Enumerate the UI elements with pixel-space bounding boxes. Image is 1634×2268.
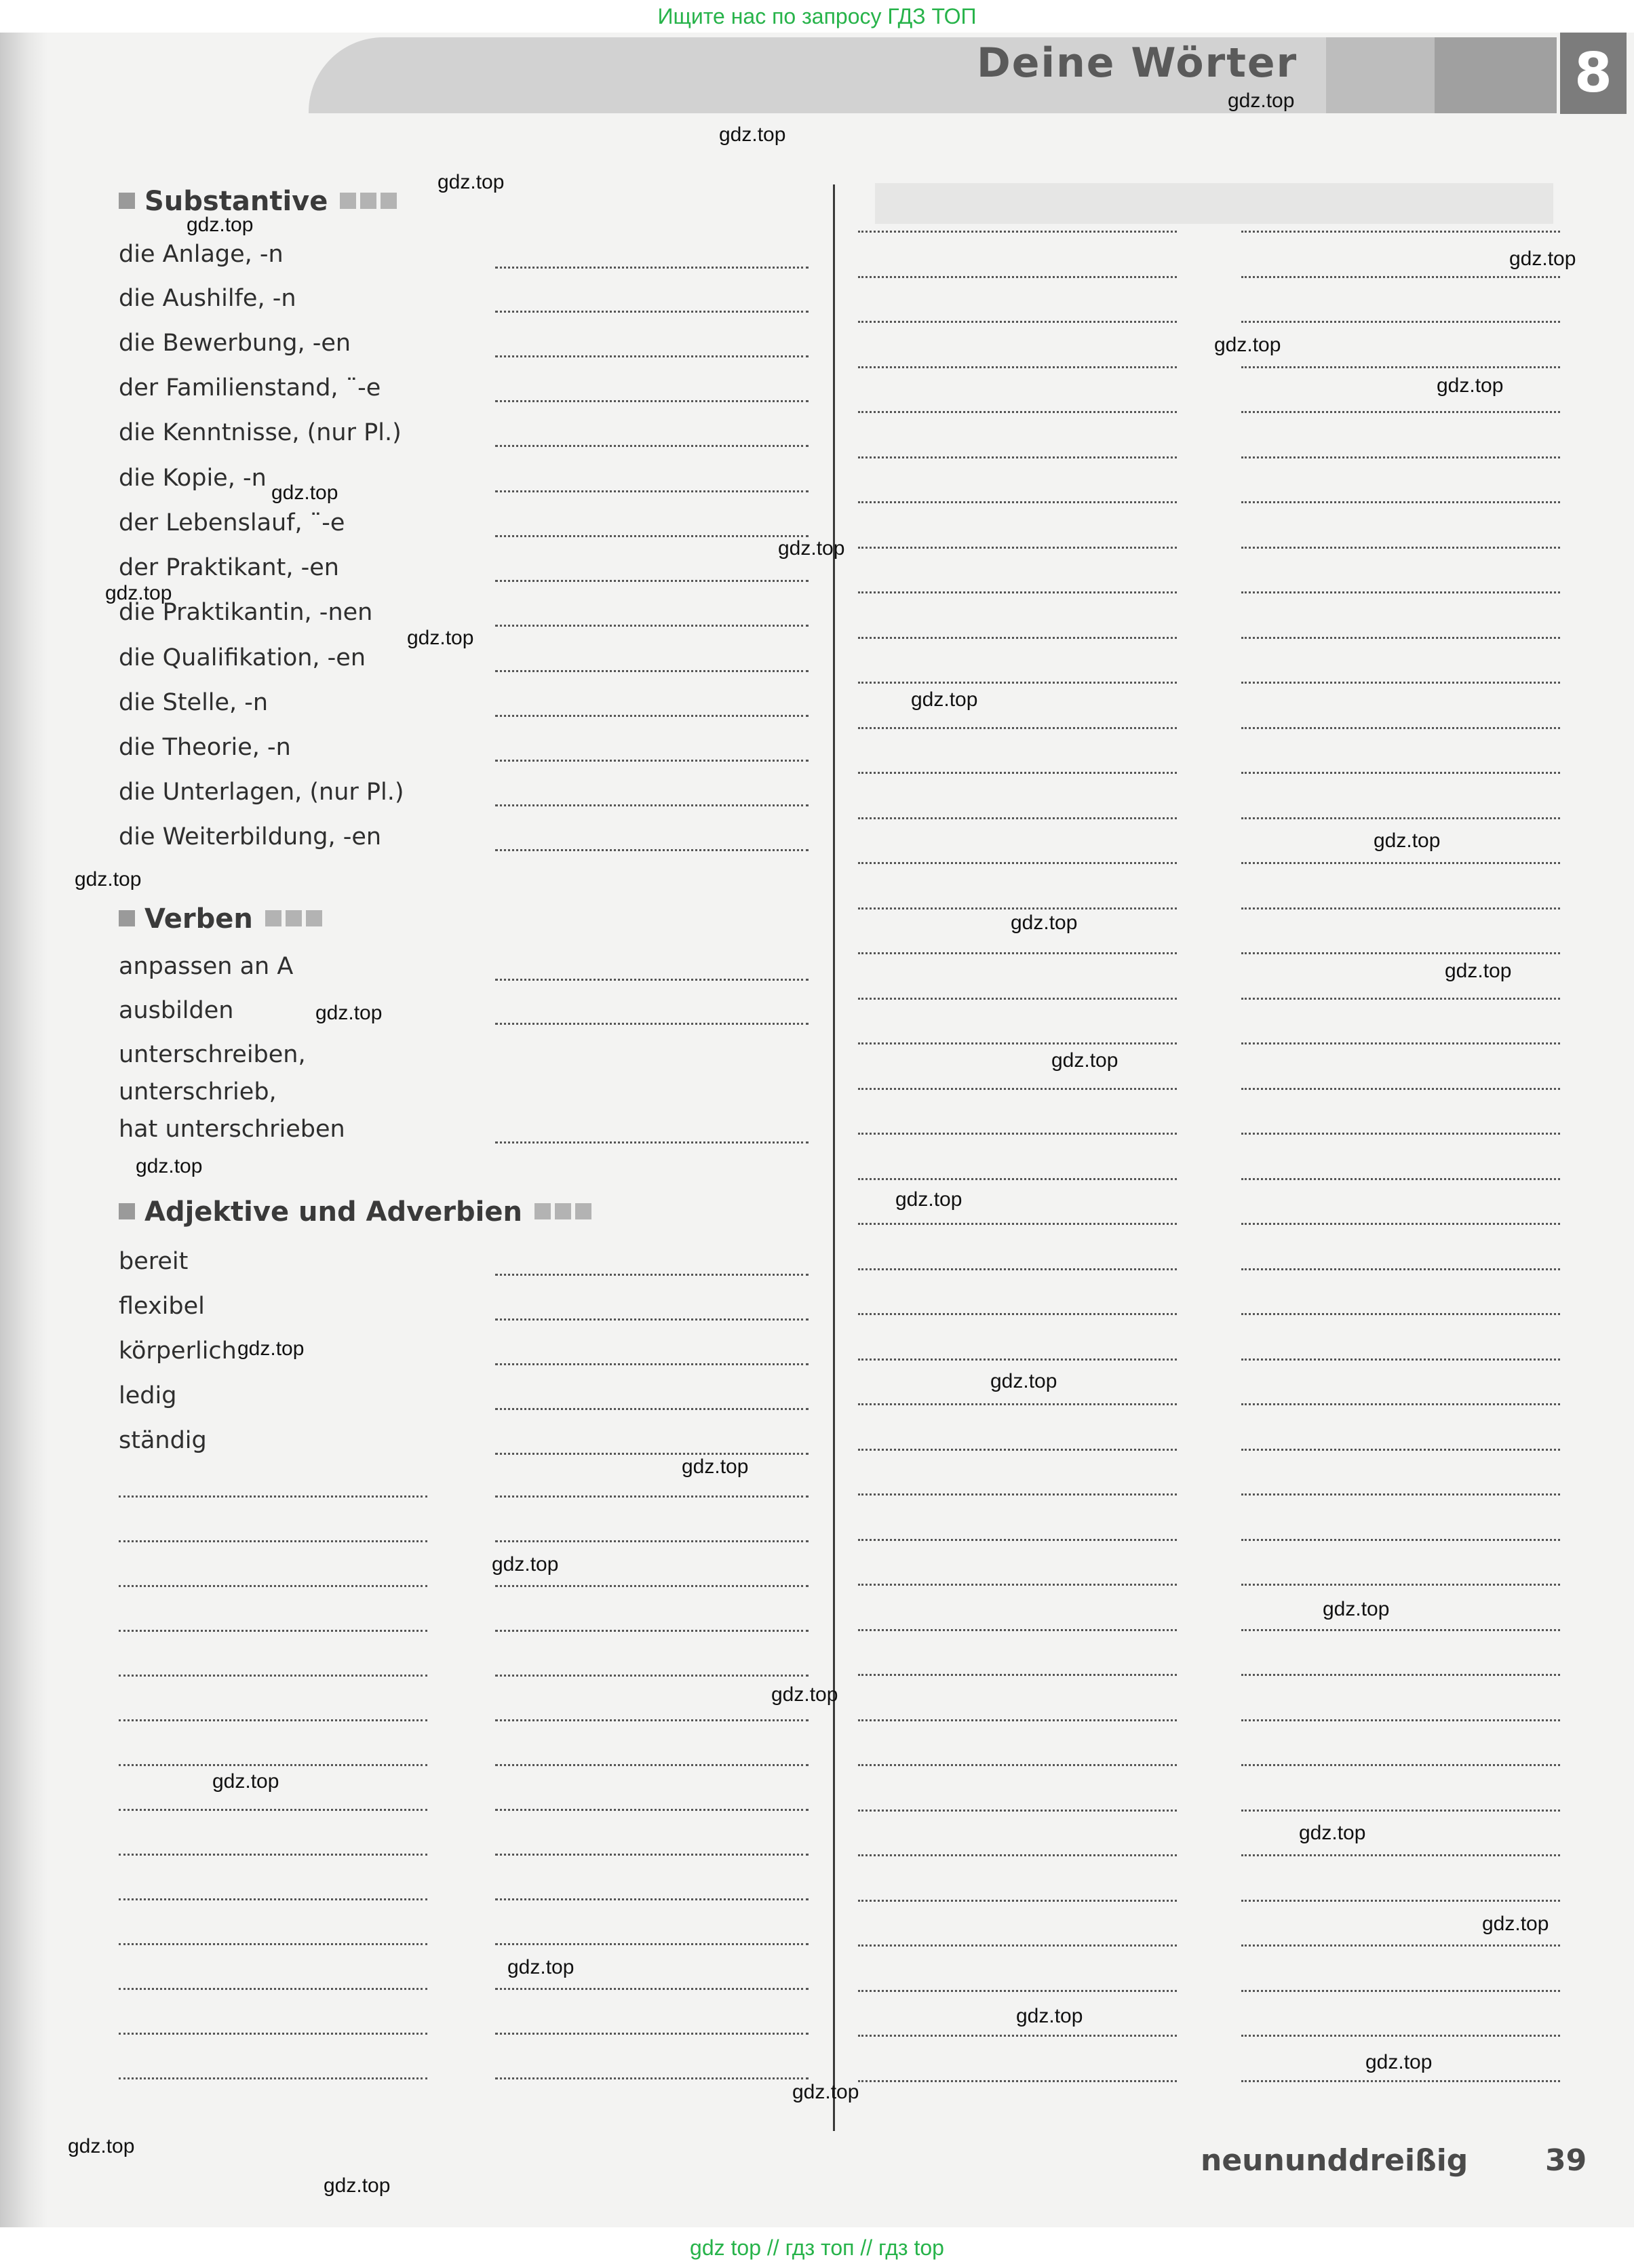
answer-line[interactable]	[495, 1988, 809, 1990]
answer-line[interactable]	[1241, 2035, 1560, 2037]
answer-line[interactable]	[495, 1585, 809, 1587]
answer-line[interactable]	[1241, 1584, 1560, 1586]
answer-line[interactable]	[858, 547, 1177, 549]
watermark-text: gdz.top	[792, 2081, 859, 2103]
adjective-entry: ledig	[119, 1382, 177, 1409]
substantive-entry: die Weiterbildung, -en	[119, 823, 382, 850]
answer-line[interactable]	[119, 1898, 427, 1900]
verb-entry: ausbilden	[119, 997, 234, 1024]
bleed-through-ghost	[875, 183, 1553, 224]
answer-line[interactable]	[1241, 1900, 1560, 1902]
answer-line[interactable]	[1241, 952, 1560, 954]
watermark-text: gdz.top	[237, 1337, 305, 1360]
answer-line[interactable]	[858, 1313, 1177, 1315]
answer-line[interactable]	[495, 1274, 809, 1276]
answer-line[interactable]	[495, 1023, 809, 1025]
answer-line[interactable]	[1241, 1223, 1560, 1225]
answer-line[interactable]	[858, 1854, 1177, 1856]
answer-line[interactable]	[858, 321, 1177, 323]
squares-decoration-icon	[534, 1195, 596, 1226]
answer-line[interactable]	[858, 1719, 1177, 1721]
watermark-text: gdz.top	[1323, 1598, 1390, 1620]
answer-line[interactable]	[858, 1764, 1177, 1766]
answer-line[interactable]	[495, 849, 809, 851]
watermark-text: gdz.top	[1011, 912, 1078, 934]
answer-line[interactable]	[495, 2033, 809, 2035]
answer-line[interactable]	[1241, 501, 1560, 503]
watermark-text: gdz.top	[778, 537, 845, 560]
header-bar-mid-block	[1326, 37, 1435, 113]
watermark-text: gdz.top	[407, 627, 474, 649]
answer-line[interactable]	[1241, 547, 1560, 549]
adjective-entry: flexibel	[119, 1293, 205, 1320]
watermark-text: gdz.top	[1016, 2005, 1083, 2027]
answer-line[interactable]	[495, 580, 809, 582]
answer-line[interactable]	[1241, 1810, 1560, 1812]
watermark-text: gdz.top	[212, 1770, 279, 1793]
answer-line[interactable]	[858, 682, 1177, 684]
answer-line[interactable]	[1241, 1042, 1560, 1044]
bullet-square-icon	[119, 193, 135, 209]
answer-line[interactable]	[858, 1629, 1177, 1631]
header-bar	[309, 37, 1557, 113]
answer-line[interactable]	[119, 1585, 427, 1587]
watermark-text: gdz.top	[1445, 960, 1512, 982]
watermark-text: gdz.top	[1051, 1049, 1118, 1072]
squares-decoration-icon	[340, 184, 401, 216]
answer-line[interactable]	[1241, 276, 1560, 278]
answer-line[interactable]	[495, 1943, 809, 1945]
answer-line[interactable]	[858, 1223, 1177, 1225]
answer-line[interactable]	[1241, 1313, 1560, 1315]
answer-line[interactable]	[495, 355, 809, 357]
answer-line[interactable]	[495, 1495, 809, 1498]
answer-line[interactable]	[119, 1675, 427, 1677]
answer-line[interactable]	[495, 311, 809, 313]
answer-line[interactable]	[858, 1178, 1177, 1180]
answer-line[interactable]	[858, 907, 1177, 910]
page-number-word: neununddreißig	[1201, 2143, 1468, 2178]
answer-line[interactable]	[119, 1809, 427, 1811]
substantive-entry: die Qualifikation, -en	[119, 644, 366, 671]
answer-line[interactable]	[1241, 727, 1560, 729]
answer-line[interactable]	[858, 1268, 1177, 1270]
answer-line[interactable]	[858, 1403, 1177, 1405]
verb-entry: unterschrieb,	[119, 1078, 277, 1106]
watermark-text: gdz.top	[1482, 1913, 1549, 1935]
answer-line[interactable]	[858, 1539, 1177, 1541]
section-title: Substantive	[144, 186, 328, 217]
verb-entry: hat unterschrieben	[119, 1116, 345, 1143]
answer-line[interactable]	[1241, 1990, 1560, 1992]
answer-line[interactable]	[495, 1540, 809, 1542]
answer-line[interactable]	[858, 772, 1177, 774]
answer-line[interactable]	[119, 2033, 427, 2035]
answer-line[interactable]	[1241, 682, 1560, 684]
answer-line[interactable]	[1241, 637, 1560, 639]
answer-line[interactable]	[858, 817, 1177, 819]
page-title: Deine Wörter	[977, 39, 1298, 87]
answer-line[interactable]	[495, 1630, 809, 1632]
answer-line[interactable]	[1241, 1088, 1560, 1090]
answer-line[interactable]	[495, 625, 809, 627]
answer-line[interactable]	[495, 670, 809, 672]
answer-line[interactable]	[495, 1719, 809, 1721]
adjective-entry: körperlich	[119, 1337, 237, 1365]
answer-line[interactable]	[1241, 456, 1560, 458]
column-divider	[833, 184, 835, 2131]
answer-line[interactable]	[119, 1495, 427, 1498]
answer-line[interactable]	[495, 1453, 809, 1455]
answer-line[interactable]	[495, 400, 809, 402]
answer-line[interactable]	[858, 276, 1177, 278]
answer-line[interactable]	[858, 998, 1177, 1000]
answer-line[interactable]	[495, 2077, 809, 2079]
section-title: Adjektive und Adverbien	[144, 1196, 522, 1228]
substantive-entry: die Theorie, -n	[119, 734, 291, 761]
answer-line[interactable]	[495, 1764, 809, 1766]
answer-line[interactable]	[1241, 231, 1560, 233]
answer-line[interactable]	[858, 411, 1177, 413]
answer-line[interactable]	[858, 231, 1177, 233]
substantive-entry: die Aushilfe, -n	[119, 285, 296, 312]
answer-line[interactable]	[858, 1493, 1177, 1495]
answer-line[interactable]	[495, 979, 809, 981]
watermark-text: gdz.top	[895, 1188, 962, 1211]
answer-line[interactable]	[119, 1943, 427, 1945]
substantive-entry: die Kopie, -n	[119, 465, 267, 492]
substantive-entry: die Kenntnisse, (nur Pl.)	[119, 419, 402, 446]
watermark-text: gdz.top	[187, 214, 254, 236]
answer-line[interactable]	[858, 1810, 1177, 1812]
answer-line[interactable]	[858, 1358, 1177, 1361]
answer-line[interactable]	[858, 2035, 1177, 2037]
answer-line[interactable]	[1241, 1133, 1560, 1135]
header-bar-dark-block	[1435, 37, 1557, 113]
answer-line[interactable]	[1241, 1403, 1560, 1405]
watermark-text: gdz.top	[75, 868, 142, 891]
answer-line[interactable]	[858, 1449, 1177, 1451]
watermark-text: gdz.top	[105, 582, 172, 604]
answer-line[interactable]	[858, 1584, 1177, 1586]
answer-line[interactable]	[858, 637, 1177, 639]
answer-line[interactable]	[858, 456, 1177, 458]
watermark-text: gdz.top	[1365, 2051, 1433, 2073]
verb-entry: unterschreiben,	[119, 1041, 306, 1068]
section-heading-substantive	[119, 184, 401, 217]
watermark-text: gdz.top	[437, 171, 505, 193]
answer-line[interactable]	[1241, 321, 1560, 323]
answer-line[interactable]	[495, 267, 809, 269]
watermark-text: gdz.top	[1228, 90, 1295, 112]
page-number: 39	[1545, 2143, 1587, 2178]
answer-line[interactable]	[1241, 1854, 1560, 1856]
watermark-text: gdz.top	[1299, 1822, 1366, 1844]
answer-line[interactable]	[858, 1133, 1177, 1135]
adjective-entry: bereit	[119, 1248, 189, 1275]
watermark-text: gdz.top	[1374, 829, 1441, 852]
answer-line[interactable]	[495, 1141, 809, 1143]
answer-line[interactable]	[495, 1898, 809, 1900]
answer-line[interactable]	[119, 1540, 427, 1542]
answer-line[interactable]	[1241, 1178, 1560, 1180]
answer-line[interactable]	[1241, 998, 1560, 1000]
answer-line[interactable]	[858, 591, 1177, 593]
answer-line[interactable]	[858, 501, 1177, 503]
watermark-text: gdz.top	[682, 1455, 749, 1478]
watermark-text: gdz.top	[1437, 374, 1504, 397]
answer-line[interactable]	[119, 1719, 427, 1721]
answer-line[interactable]	[858, 1042, 1177, 1044]
answer-line[interactable]	[858, 1944, 1177, 1947]
answer-line[interactable]	[1241, 411, 1560, 413]
substantive-entry: die Anlage, -n	[119, 241, 284, 268]
verb-entry: anpassen an A	[119, 953, 294, 980]
answer-line[interactable]	[495, 1318, 809, 1321]
answer-line[interactable]	[1241, 1539, 1560, 1541]
substantive-entry: der Lebenslauf, ¨-e	[119, 509, 345, 536]
answer-line[interactable]	[495, 1854, 809, 1856]
answer-line[interactable]	[858, 1088, 1177, 1090]
answer-line[interactable]	[495, 760, 809, 762]
answer-line[interactable]	[858, 727, 1177, 729]
watermark-text: gdz.top	[324, 2174, 391, 2197]
answer-line[interactable]	[858, 1674, 1177, 1676]
answer-line[interactable]	[495, 535, 809, 537]
answer-line[interactable]	[1241, 862, 1560, 864]
answer-line[interactable]	[119, 1630, 427, 1632]
answer-line[interactable]	[1241, 591, 1560, 593]
answer-line[interactable]	[1241, 1493, 1560, 1495]
answer-line[interactable]	[495, 1675, 809, 1677]
answer-line[interactable]	[1241, 1629, 1560, 1631]
watermark-text: gdz.top	[68, 2135, 135, 2157]
answer-line[interactable]	[858, 1990, 1177, 1992]
bullet-square-icon	[119, 1203, 135, 1219]
answer-line[interactable]	[1241, 1674, 1560, 1676]
answer-line[interactable]	[858, 366, 1177, 368]
answer-line[interactable]	[1241, 907, 1560, 910]
section-heading-adjektive	[119, 1195, 596, 1228]
squares-decoration-icon	[265, 902, 326, 933]
watermark-text: gdz.top	[271, 482, 338, 504]
answer-line[interactable]	[858, 2080, 1177, 2082]
watermark-text: gdz.top	[990, 1370, 1057, 1392]
substantive-entry: die Unterlagen, (nur Pl.)	[119, 779, 404, 806]
watermark-text: gdz.top	[136, 1155, 203, 1177]
answer-line[interactable]	[495, 804, 809, 806]
answer-line[interactable]	[1241, 1944, 1560, 1947]
answer-line[interactable]	[1241, 1719, 1560, 1721]
page-spine-shadow	[0, 0, 47, 2268]
answer-line[interactable]	[858, 1900, 1177, 1902]
top-banner[interactable]: Ищите нас по запросу ГДЗ ТОП	[0, 0, 1634, 33]
answer-line[interactable]	[1241, 817, 1560, 819]
answer-line[interactable]	[1241, 1449, 1560, 1451]
watermark-text: gdz.top	[507, 1956, 575, 1978]
answer-line[interactable]	[119, 1854, 427, 1856]
watermark-text: gdz.top	[719, 123, 786, 146]
answer-line[interactable]	[495, 1809, 809, 1811]
answer-line[interactable]	[1241, 772, 1560, 774]
substantive-entry: die Stelle, -n	[119, 689, 269, 716]
answer-line[interactable]	[1241, 1268, 1560, 1270]
answer-line[interactable]	[495, 490, 809, 492]
watermark-text: gdz.top	[911, 688, 978, 711]
answer-line[interactable]	[1241, 1764, 1560, 1766]
watermark-text: gdz.top	[492, 1553, 559, 1576]
answer-line[interactable]	[495, 1363, 809, 1365]
chapter-number: 8	[1560, 33, 1627, 114]
answer-line[interactable]	[1241, 2080, 1560, 2082]
answer-line[interactable]	[495, 1408, 809, 1410]
answer-line[interactable]	[858, 952, 1177, 954]
answer-line[interactable]	[858, 862, 1177, 864]
answer-line[interactable]	[495, 445, 809, 447]
watermark-text: gdz.top	[771, 1683, 838, 1706]
answer-line[interactable]	[119, 1764, 427, 1766]
answer-line[interactable]	[119, 1988, 427, 1990]
watermark-text: gdz.top	[1214, 334, 1281, 356]
substantive-entry: der Familienstand, ¨-e	[119, 374, 381, 402]
answer-line[interactable]	[495, 715, 809, 717]
answer-line[interactable]	[119, 2077, 427, 2079]
answer-line[interactable]	[1241, 1358, 1560, 1361]
watermark-text: gdz.top	[1509, 248, 1576, 270]
section-title: Verben	[144, 903, 253, 935]
substantive-entry: der Praktikant, -en	[119, 554, 339, 581]
watermark-text: gdz.top	[315, 1002, 383, 1024]
section-heading-verben	[119, 902, 326, 935]
answer-line[interactable]	[1241, 366, 1560, 368]
bottom-banner[interactable]: gdz top // гдз топ // гдз top	[0, 2227, 1634, 2268]
substantive-entry: die Praktikantin, -nen	[119, 599, 373, 626]
substantive-entry: die Bewerbung, -en	[119, 330, 351, 357]
bullet-square-icon	[119, 910, 135, 926]
adjective-entry: ständig	[119, 1427, 207, 1454]
